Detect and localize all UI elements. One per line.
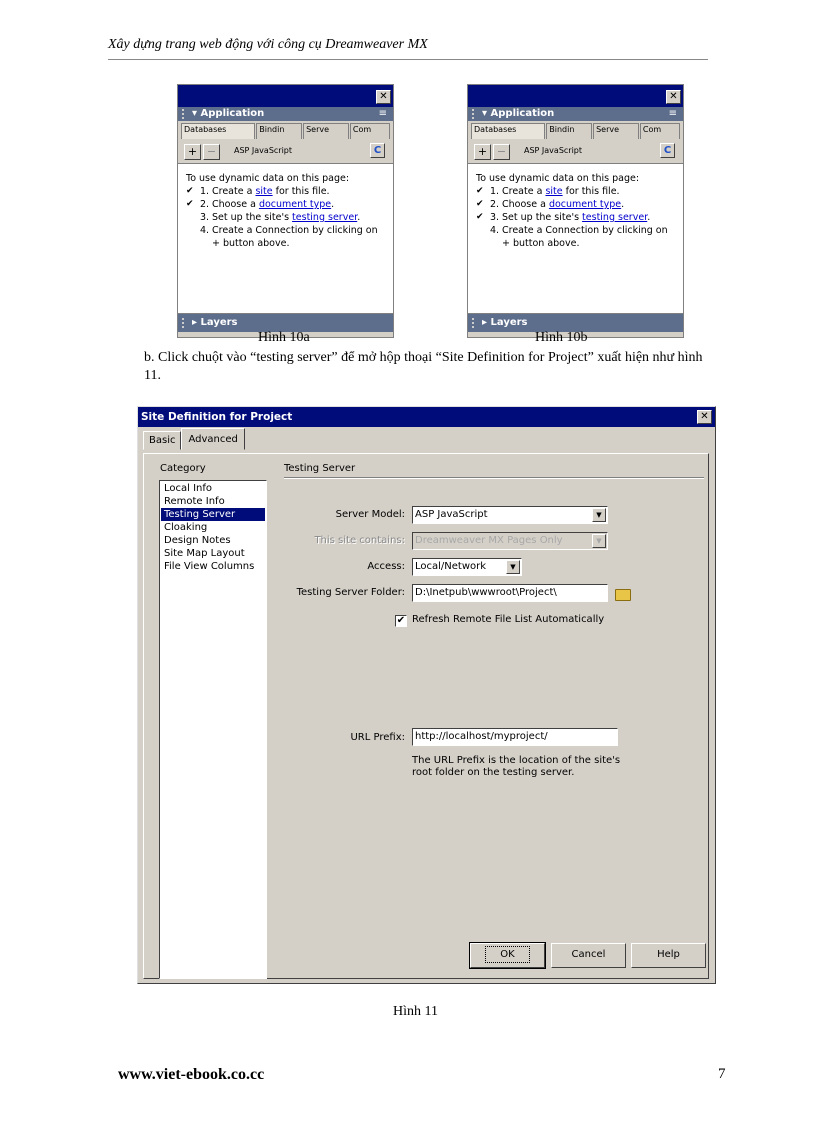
checkmark-icon: ✔ xyxy=(186,199,194,209)
tab-components[interactable]: Com xyxy=(640,123,680,139)
refresh-icon[interactable]: C xyxy=(660,143,675,158)
instruction-paragraph: b. Click chuột vào “testing server” để mở hộp thoại “Site Definition for Project” xuất hiện như hình 11. xyxy=(144,350,703,383)
cancel-button[interactable]: Cancel xyxy=(551,943,626,968)
step-1 xyxy=(186,185,387,198)
step-number: 3. xyxy=(490,212,500,223)
gripper-icon[interactable] xyxy=(182,109,186,119)
tab-components[interactable]: Com xyxy=(350,123,390,139)
remove-button[interactable]: − xyxy=(493,144,510,160)
gripper-icon[interactable] xyxy=(182,318,186,328)
step-text: Choose a xyxy=(212,199,259,210)
refresh-checkbox[interactable]: ✔ xyxy=(396,615,406,626)
testing-server-link[interactable]: testing server xyxy=(292,212,358,223)
footer-site: www.viet-ebook.co.cc xyxy=(118,1066,265,1083)
step-number: 2. xyxy=(490,199,500,210)
step-3 xyxy=(476,211,677,224)
url-prefix-label: URL Prefix: xyxy=(350,732,405,743)
access-select[interactable] xyxy=(412,558,522,576)
step-text: . xyxy=(621,199,625,210)
site-link[interactable]: site xyxy=(255,186,273,197)
category-item[interactable]: Remote Info xyxy=(164,496,225,507)
category-item[interactable]: Design Notes xyxy=(164,535,231,546)
tab-advanced[interactable]: Advanced xyxy=(181,428,244,450)
step-4 xyxy=(476,224,677,250)
intro-text: To use dynamic data on this page: xyxy=(476,173,640,184)
tab-server-behaviors[interactable]: Serve xyxy=(303,123,349,139)
site-definition-dialog xyxy=(137,406,716,984)
application-group-header[interactable]: ▾ Application ≡ xyxy=(468,107,683,121)
server-model-label: Server Model: xyxy=(335,509,405,520)
tab-basic[interactable]: Basic xyxy=(143,431,181,450)
step-4 xyxy=(186,224,387,250)
group-label: Application xyxy=(200,108,265,119)
close-icon[interactable]: ✕ xyxy=(697,410,712,424)
ok-label: OK xyxy=(485,946,529,963)
step-number: 1. xyxy=(200,186,210,197)
category-item[interactable]: Cloaking xyxy=(164,522,208,533)
header-divider xyxy=(108,59,708,60)
remove-button[interactable]: − xyxy=(203,144,220,160)
layers-group-header[interactable]: ▸ Layers xyxy=(178,314,393,332)
panel-toolbar xyxy=(178,139,393,164)
category-item-selected[interactable]: Testing Server xyxy=(161,508,265,521)
panel-tabs xyxy=(468,121,683,139)
add-button[interactable]: + xyxy=(184,144,201,160)
application-panel-10b xyxy=(467,84,684,338)
add-button[interactable]: + xyxy=(474,144,491,160)
tab-databases[interactable]: Databases xyxy=(181,123,255,139)
step-text: Choose a xyxy=(502,199,549,210)
options-menu-icon[interactable]: ≡ xyxy=(378,108,387,119)
ok-button[interactable] xyxy=(470,943,545,968)
step-number: 4. xyxy=(200,225,210,236)
testing-server-folder-label: Testing Server Folder: xyxy=(296,587,405,598)
folder-browse-icon[interactable] xyxy=(615,589,631,601)
checkmark-icon: ✔ xyxy=(476,199,484,209)
caption-10a: Hình 10a xyxy=(258,330,310,345)
step-number: 4. xyxy=(490,225,500,236)
application-panel-10a xyxy=(177,84,394,338)
document-type-link[interactable]: document type xyxy=(258,199,332,210)
layers-group-header[interactable]: ▸ Layers xyxy=(468,314,683,332)
testing-server-folder-input[interactable]: D:\Inetpub\wwwroot\Project\ xyxy=(412,584,608,602)
intro-text: To use dynamic data on this page: xyxy=(186,173,350,184)
dialog-titlebar xyxy=(138,407,715,427)
chevron-down-icon[interactable]: ▼ xyxy=(506,560,520,574)
site-contains-select xyxy=(412,532,608,550)
panel-body xyxy=(178,164,393,314)
section-title: Testing Server xyxy=(284,463,356,474)
close-icon[interactable]: ✕ xyxy=(666,90,681,104)
help-button[interactable]: Help xyxy=(631,943,706,968)
step-number: 2. xyxy=(200,199,210,210)
category-list[interactable] xyxy=(159,480,267,979)
section-divider xyxy=(284,477,704,479)
panel-tabs xyxy=(178,121,393,139)
category-item[interactable]: File View Columns xyxy=(164,561,255,572)
group-label: Application xyxy=(490,108,555,119)
site-link[interactable]: site xyxy=(545,186,563,197)
refresh-checkbox-label: Refresh Remote File List Automatically xyxy=(412,614,605,625)
gripper-icon[interactable] xyxy=(472,318,476,328)
document-type-link[interactable]: document type xyxy=(548,199,622,210)
site-contains-value: Dreamweaver MX Pages Only xyxy=(415,535,563,546)
options-menu-icon[interactable]: ≡ xyxy=(668,108,677,119)
step-text: for this file. xyxy=(272,186,330,197)
category-label: Category xyxy=(160,463,206,474)
refresh-icon[interactable]: C xyxy=(370,143,385,158)
checkmark-icon: ✔ xyxy=(476,212,484,222)
tab-server-behaviors[interactable]: Serve xyxy=(593,123,639,139)
step-text: Create a xyxy=(212,186,256,197)
server-model-value: ASP JavaScript xyxy=(415,509,488,520)
caption-10b: Hình 10b xyxy=(535,330,588,345)
url-prefix-input[interactable]: http://localhost/myproject/ xyxy=(412,728,618,746)
step-text: Create a Connection by clicking on + button above. xyxy=(212,225,378,249)
checkmark-icon: ✔ xyxy=(476,186,484,196)
step-text: . xyxy=(647,212,651,223)
step-text: Create a Connection by clicking on + button above. xyxy=(502,225,668,249)
dialog-title: Site Definition for Project xyxy=(141,411,293,423)
step-text: . xyxy=(357,212,361,223)
access-value: Local/Network xyxy=(415,561,487,572)
server-model-label: ASP JavaScript xyxy=(524,146,583,155)
step-text: Set up the site's xyxy=(212,212,293,223)
panel-body xyxy=(468,164,683,314)
step-text: . xyxy=(331,199,335,210)
step-text: Set up the site's xyxy=(502,212,583,223)
step-number: 3. xyxy=(200,212,210,223)
checkmark-icon: ✔ xyxy=(186,186,194,196)
chevron-down-icon: ▼ xyxy=(592,534,606,548)
step-2 xyxy=(186,198,387,211)
site-contains-label: This site contains: xyxy=(314,535,405,546)
page-header: Xây dựng trang web động với công cụ Dreamweaver MX xyxy=(108,37,428,52)
chevron-down-icon[interactable]: ▼ xyxy=(592,508,606,522)
layers-label: Layers xyxy=(490,317,528,328)
access-label: Access: xyxy=(367,561,405,572)
category-item[interactable]: Local Info xyxy=(164,483,213,494)
page-number: 7 xyxy=(718,1066,726,1082)
server-model-select[interactable] xyxy=(412,506,608,524)
panel-titlebar xyxy=(468,85,683,107)
tab-bindings[interactable]: Bindin xyxy=(256,123,302,139)
panel-titlebar xyxy=(178,85,393,107)
tab-bindings[interactable]: Bindin xyxy=(546,123,592,139)
step-number: 1. xyxy=(490,186,500,197)
application-group-header[interactable]: ▾ Application ≡ xyxy=(178,107,393,121)
server-model-label: ASP JavaScript xyxy=(234,146,293,155)
caption-11: Hình 11 xyxy=(393,1004,438,1019)
step-text: Create a xyxy=(502,186,546,197)
layers-label: Layers xyxy=(200,317,238,328)
panel-toolbar xyxy=(468,139,683,164)
category-item[interactable]: Site Map Layout xyxy=(164,548,245,559)
step-2 xyxy=(476,198,677,211)
url-prefix-help: The URL Prefix is the location of the site's root folder on the testing server. xyxy=(412,755,621,778)
step-3 xyxy=(186,211,387,224)
dialog-tabs xyxy=(143,431,245,450)
step-1 xyxy=(476,185,677,198)
step-text: for this file. xyxy=(562,186,620,197)
testing-server-link[interactable]: testing server xyxy=(582,212,648,223)
tab-databases[interactable]: Databases xyxy=(471,123,545,139)
gripper-icon[interactable] xyxy=(472,109,476,119)
close-icon[interactable]: ✕ xyxy=(376,90,391,104)
